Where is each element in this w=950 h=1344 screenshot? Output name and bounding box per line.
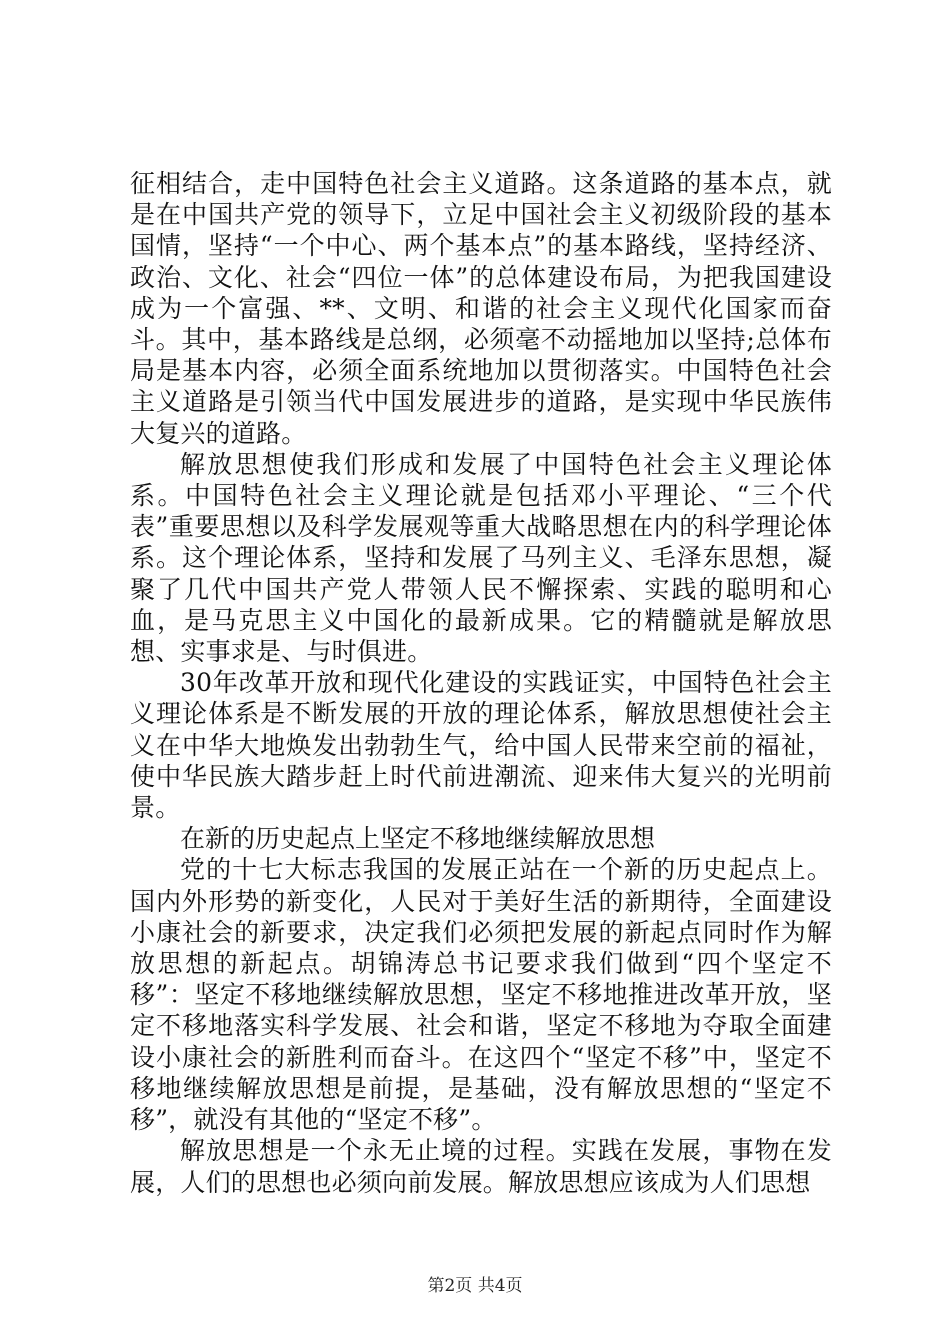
document-body [130, 168, 832, 1198]
section-heading: 在新的历史起点上坚定不移地继续解放思想 [180, 824, 656, 854]
page-number-footer: 第2页 共4页 [427, 1276, 523, 1296]
paragraph-endless-process: 解放思想是一个永无止境的过程。实践在发展，事物在发展，人们的思想也必须向前发展。解放思想应该成为人们思想 [130, 1136, 832, 1197]
paragraph-seventeenth-congress: 党的十七大标志我国的发展正站在一个新的历史起点上。国内外形势的新变化，人民对于美好生活的新期待，全面建设小康社会的新要求，决定我们必须把发展的新起点同时作为解放思想的新起点。胡锦涛总书记要求我们做到“四个坚定不移”：坚定不移地继续解放思想，坚定不移地推进改革开放，坚定不移地落实科学发展、社会和谐，坚定不移地为夺取全面建设小康社会的新胜利而奋斗。在这四个“坚定不移”中，坚定不移地继续解放思想是前提，是基础，没有解放思想的“坚定不移”，就没有其他的“坚定不移”。 [130, 855, 832, 1135]
paragraph-theory-system: 解放思想使我们形成和发展了中国特色社会主义理论体系。中国特色社会主义理论就是包括邓小平理论、“三个代表”重要思想以及科学发展观等重大战略思想在内的科学理论体系。这个理论体系，坚持和发展了马列主义、毛泽东思想，凝聚了几代中国共产党人带领人民不懈探索、实践的聪明和心血，是马克思主义中国化的最新成果。它的精髓就是解放思想、实事求是、与时俱进。 [130, 449, 832, 667]
paragraph-thirty-years: 30年改革开放和现代化建设的实践证实，中国特色社会主义理论体系是不断发展的开放的理论体系，解放思想使社会主义在中华大地焕发出勃勃生气，给中国人民带来空前的福祉，使中华民族大踏步赶上时代前进潮流、迎来伟大复兴的光明前景。 [130, 668, 832, 823]
paragraph-continuation: 征相结合，走中国特色社会主义道路。这条道路的基本点，就是在中国共产党的领导下，立足中国社会主义初级阶段的基本国情，坚持“一个中心、两个基本点”的基本路线，坚持经济、政治、文化、社会“四位一体”的总体建设布局，为把我国建设成为一个富强、**、文明、和谐的社会主义现代化国家而奋斗。其中，基本路线是总纲，必须毫不动摇地加以坚持;总体布局是基本内容，必须全面系统地加以贯彻落实。中国特色社会主义道路是引领当代中国发展进步的道路，是实现中华民族伟大复兴的道路。 [130, 169, 832, 448]
